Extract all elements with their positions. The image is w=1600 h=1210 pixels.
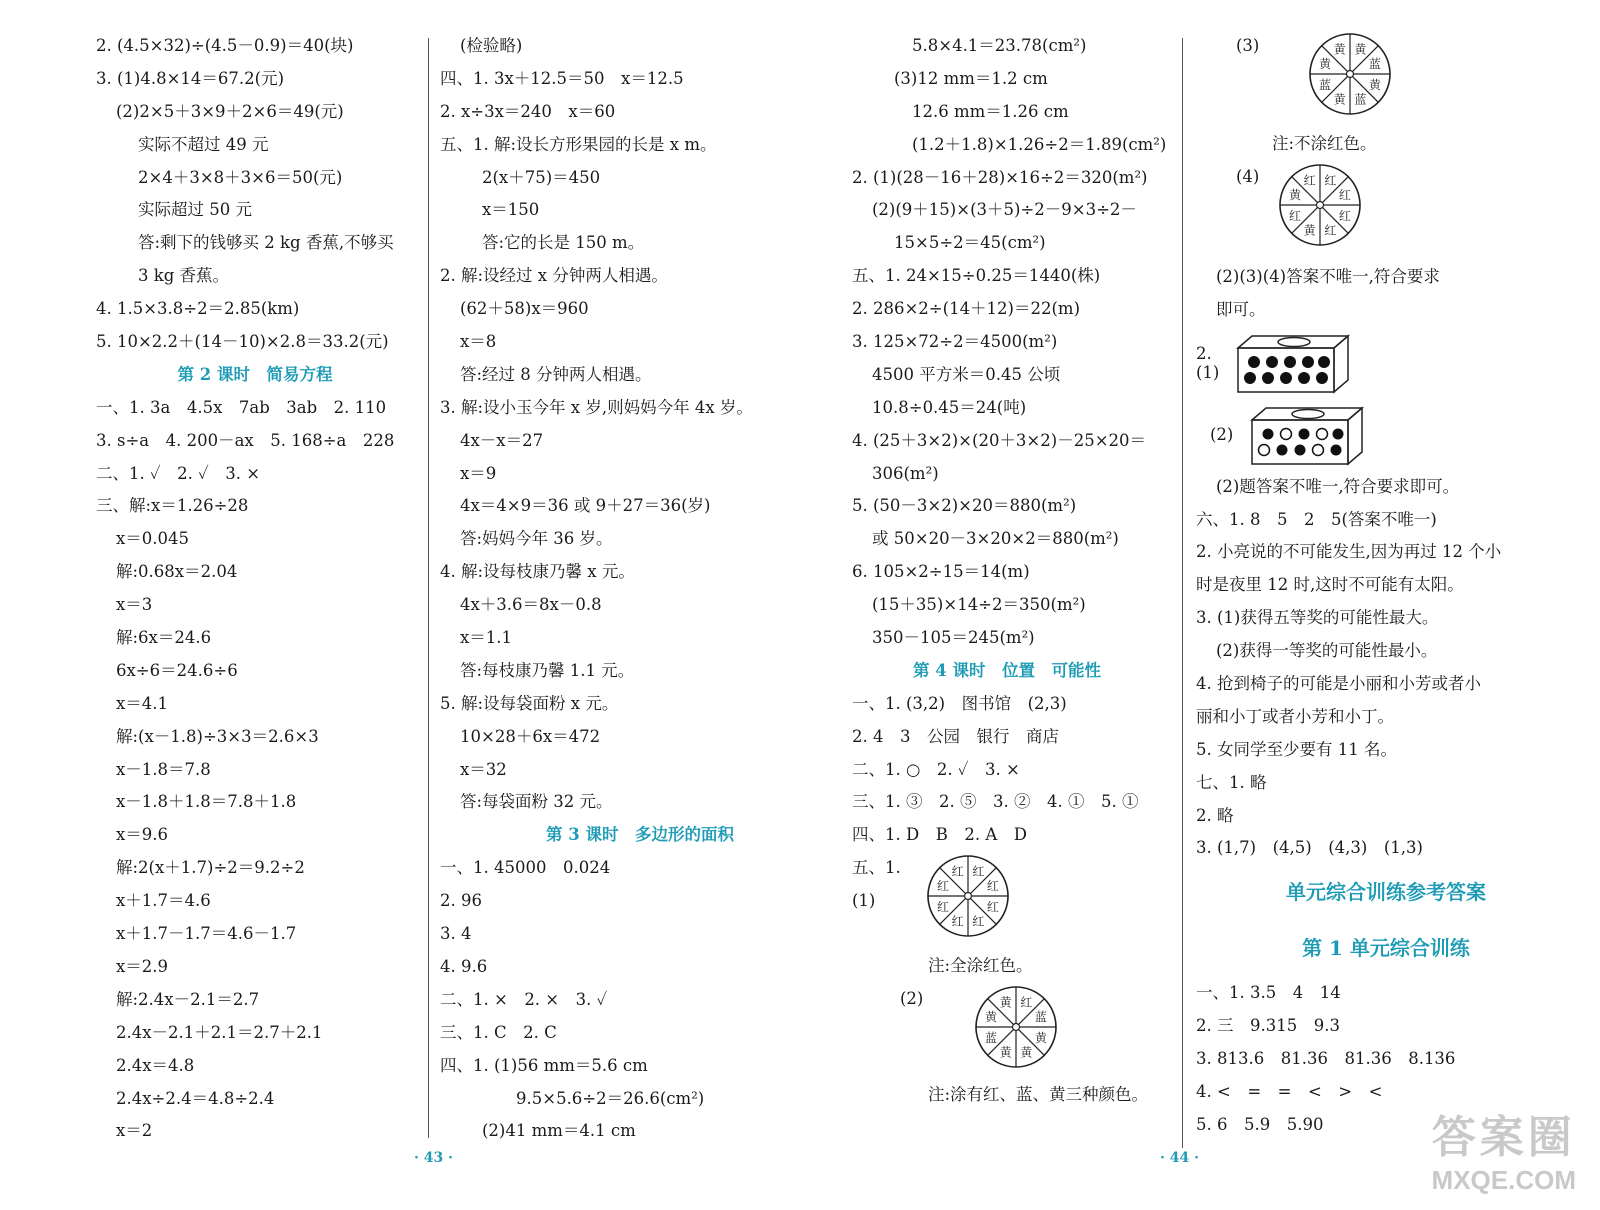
answer-line: 2(x＋75)＝450: [482, 167, 601, 187]
answer-line: 5. 6 5.9 5.90: [1196, 1114, 1324, 1134]
answer-line: (2): [1210, 425, 1234, 445]
answer-line: 10.8÷0.45＝24(吨): [872, 397, 1027, 417]
answer-line: (2)题答案不唯一,符合要求即可。: [1216, 476, 1460, 496]
wheel-figure-4: [1196, 161, 1576, 261]
answer-line: x＝150: [482, 200, 540, 220]
wheel-sector-label: 蓝: [985, 1030, 998, 1045]
note-line: 注:涂有红、蓝、黄三种颜色。: [928, 1085, 1149, 1105]
answer-line: 四、1. D B 2. A D: [852, 825, 1027, 845]
answer-line: 三、1. C 2. C: [440, 1022, 557, 1042]
spinner-wheel-4: [1276, 161, 1364, 249]
answer-line: (62＋58)x＝960: [460, 299, 589, 319]
column-3: [852, 30, 1167, 1112]
answer-line: 一、1. 3.5 4 14: [1196, 983, 1341, 1003]
wheel-sector-label: 红: [937, 879, 950, 894]
answer-line: (2)(3)(4)答案不唯一,符合要求: [1216, 266, 1440, 286]
answer-line: x＝9: [460, 463, 497, 483]
answer-line: 6. 105×2÷15＝14(m): [852, 562, 1030, 582]
wheel-sector-label: 红: [1324, 173, 1337, 188]
answer-line: 四、1. 3x＋12.5＝50 x＝12.5: [440, 68, 684, 88]
answer-line: x＝9.6: [116, 825, 169, 845]
wheel-sector-label: 红: [951, 914, 964, 929]
wheel-sector-label: 红: [986, 900, 999, 915]
wheel-sector-label: 红: [1338, 208, 1351, 223]
answer-line: 4500 平方米＝0.45 公顷: [872, 364, 1061, 384]
answer-line: x＝1.1: [460, 628, 513, 648]
wheel-sector-label: 蓝: [1368, 57, 1381, 72]
answer-line: 解:2(x＋1.7)÷2＝9.2÷2: [116, 858, 305, 878]
column-divider: [428, 38, 429, 1138]
wheel-figure-2: [852, 983, 1162, 1079]
wheel-figure-3: [1196, 30, 1576, 128]
section-heading: 单元综合训练参考答案: [1286, 880, 1486, 905]
answer-line: 解:0.68x＝2.04: [116, 562, 238, 582]
answer-line: 4. 抢到椅子的可能是小丽和小芳或者小: [1196, 674, 1481, 694]
answer-line: 6x÷6＝24.6÷6: [116, 660, 238, 680]
section-heading: 第 2 课时 简易方程: [177, 364, 333, 384]
wheel-sector-label: 黄: [985, 1010, 998, 1025]
spinner-wheel-3: [1306, 30, 1394, 118]
answer-line: 2. (1): [1196, 343, 1220, 382]
answer-line: x＋1.7－1.7＝4.6－1.7: [116, 924, 297, 944]
answer-line: 解:(x－1.8)÷3×3＝2.6×3: [116, 726, 319, 746]
answer-line: (2)获得一等奖的可能性最小。: [1216, 641, 1438, 661]
wheel-sector-label: 红: [986, 879, 999, 894]
section-heading: 第 4 课时 位置 可能性: [913, 660, 1101, 680]
answer-line: 二、1. ○ 2. ✓ 3. ×: [852, 759, 1020, 779]
answer-line: x＝3: [116, 595, 153, 615]
wheel-sector-label: 蓝: [1319, 77, 1332, 92]
answer-line: x＝0.045: [116, 529, 190, 549]
answer-line: 或 50×20－3×20×2＝880(m²): [872, 529, 1119, 549]
answer-line: 四、1. (1)56 mm＝5.6 cm: [440, 1055, 648, 1075]
answer-line: 六、1. 8 5 2 5(答案不唯一): [1196, 509, 1437, 529]
answer-line: 2.4x－2.1＋2.1＝2.7＋2.1: [116, 1022, 323, 1042]
answer-line: (2)(9＋15)×(3＋5)÷2－9×3÷2－: [872, 200, 1137, 220]
answer-line: 4x＝4×9＝36 或 9＋27＝36(岁): [460, 496, 711, 516]
wheel-sector-label: 蓝: [1034, 1010, 1047, 1025]
wheel-sector-label: 红: [1289, 208, 1302, 223]
answer-line: x－1.8＋1.8＝7.8＋1.8: [116, 792, 297, 812]
wheel-sector-label: 蓝: [1354, 92, 1367, 107]
answer-line: 答:每袋面粉 32 元。: [460, 792, 613, 812]
wheel-sector-label: 黄: [1034, 1030, 1047, 1045]
answer-line: 4. 解:设每枝康乃馨 x 元。: [440, 562, 635, 582]
box-figure-1: [1196, 327, 1576, 399]
column-4: [1196, 30, 1576, 1142]
note-line: 注:全涂红色。: [928, 956, 1033, 976]
answer-line: 答:剩下的钱够买 2 kg 香蕉,不够买: [138, 233, 394, 253]
watermark: [1432, 1101, 1576, 1196]
answer-line: 3. (1)获得五等奖的可能性最大。: [1196, 608, 1439, 628]
wheel-sector-label: 黄: [1303, 223, 1316, 238]
answer-line: (2)41 mm＝4.1 cm: [482, 1121, 636, 1141]
answer-line: 实际不超过 49 元: [138, 134, 269, 154]
answer-line: 2. (1)(28－16＋28)×16÷2＝320(m²): [852, 167, 1148, 187]
answer-line: 二、1. ✓ 2. ✓ 3. ×: [96, 463, 261, 483]
answer-line: 306(m²): [872, 463, 939, 483]
answer-line: 三、1. ③ 2. ⑤ 3. ② 4. ① 5. ①: [852, 792, 1139, 812]
answer-line: 七、1. 略: [1196, 772, 1267, 792]
wheel-sector-label: 红: [1020, 995, 1033, 1010]
answer-line: 五、1. 24×15÷0.25＝1440(株): [852, 266, 1101, 286]
box-figure-2: [1196, 399, 1576, 471]
answer-line: 2. 286×2÷(14＋12)＝22(m): [852, 299, 1081, 319]
wheel-sector-label: 黄: [1368, 77, 1381, 92]
answer-line: (15＋35)×14÷2＝350(m²): [872, 595, 1086, 615]
answer-line: 5. 解:设每袋面粉 x 元。: [440, 693, 619, 713]
answer-line: 2. 4 3 公园 银行 商店: [852, 726, 1059, 746]
answer-line: (3): [1236, 36, 1260, 55]
answer-line: 3. 813.6 81.36 81.36 8.136: [1196, 1049, 1456, 1069]
answer-line: 2.4x＝4.8: [116, 1055, 195, 1075]
answer-line: 4. 1.5×3.8÷2＝2.85(km): [96, 299, 300, 319]
answer-line: 五、1. (1): [852, 858, 901, 911]
wheel-sector-label: 黄: [1333, 92, 1346, 107]
wheel-sector-label: 红: [951, 864, 964, 879]
wheel-sector-label: 黄: [1333, 42, 1346, 57]
column-1: [96, 30, 414, 1148]
answer-line: 4. < = = < > <: [1196, 1082, 1383, 1102]
ball-box-1: [1234, 332, 1354, 394]
wheel-sector-label: 黄: [1289, 188, 1302, 203]
answer-line: (2)2×5＋3×9＋2×6＝49(元): [116, 101, 344, 121]
answer-line: 4. 9.6: [440, 956, 488, 976]
wheel-sector-label: 黄: [999, 995, 1012, 1010]
answer-line: x＝2.9: [116, 956, 169, 976]
answer-line: 答:每枝康乃馨 1.1 元。: [460, 660, 635, 680]
page-number-right: · 44 ·: [1160, 1150, 1199, 1166]
answer-line: 时是夜里 12 时,这时不可能有太阳。: [1196, 575, 1464, 595]
wheel-sector-label: 黄: [1020, 1045, 1033, 1060]
answer-line: 2.4x÷2.4＝4.8÷2.4: [116, 1088, 275, 1108]
wheel-figure-1: [852, 852, 1162, 950]
answer-line: 5.8×4.1＝23.78(cm²): [912, 36, 1087, 55]
wheel-sector-label: 红: [1303, 173, 1316, 188]
answer-line: 10×28＋6x＝472: [460, 726, 601, 746]
answer-line: 350－105＝245(m²): [872, 628, 1035, 648]
answer-line: 五、1. 解:设长方形果园的长是 x m。: [440, 134, 717, 154]
answer-line: 答:它的长是 150 m。: [482, 233, 645, 253]
answer-line: 12.6 mm＝1.26 cm: [912, 101, 1069, 121]
watermark-url: MXQE.COM: [1431, 1165, 1576, 1195]
answer-line: 答:妈妈今年 36 岁。: [460, 529, 613, 549]
wheel-sector-label: 黄: [999, 1045, 1012, 1060]
answer-line: 3. 解:设小玉今年 x 岁,则妈妈今年 4x 岁。: [440, 397, 753, 417]
answer-line: (3)12 mm＝1.2 cm: [894, 68, 1048, 88]
answer-line: 9.5×5.6÷2＝26.6(cm²): [516, 1088, 705, 1108]
wheel-sector-label: 黄: [1319, 57, 1332, 72]
answer-line: 一、1. (3,2) 图书馆 (2,3): [852, 693, 1067, 713]
answer-line: 2. (4.5×32)÷(4.5－0.9)＝40(块): [96, 36, 354, 55]
answer-line: (1.2＋1.8)×1.26÷2＝1.89(cm²): [912, 134, 1167, 154]
answer-line: 一、1. 45000 0.024: [440, 858, 611, 878]
answer-line: 3. 4: [440, 924, 472, 944]
answer-line: x＝4.1: [116, 693, 169, 713]
wheel-sector-label: 红: [937, 900, 950, 915]
answer-line: x＝2: [116, 1121, 153, 1141]
answer-line: 15×5÷2＝45(cm²): [894, 233, 1046, 253]
answer-line: 一、1. 3a 4.5x 7ab 3ab 2. 110: [96, 397, 387, 417]
answer-line: 解:2.4x－2.1＝2.7: [116, 989, 260, 1009]
wheel-sector-label: 红: [972, 914, 985, 929]
ball-box-2: [1248, 404, 1368, 466]
answer-line: 答:经过 8 分钟两人相遇。: [460, 364, 652, 384]
answer-line: 3. (1,7) (4,5) (4,3) (1,3): [1196, 838, 1423, 858]
answer-line: 3. (1)4.8×14＝67.2(元): [96, 68, 285, 88]
answer-line: 解:6x＝24.6: [116, 628, 212, 648]
answer-line: 3 kg 香蕉。: [138, 266, 230, 286]
note-line: 注:不涂红色。: [1272, 134, 1377, 153]
answer-line: 三、解:x＝1.26÷28: [96, 496, 249, 516]
section-heading: 第 1 单元综合训练: [1302, 936, 1470, 961]
watermark-title: 答案圈: [1431, 1112, 1576, 1163]
answer-line: 5. 10×2.2＋(14－10)×2.8＝33.2(元): [96, 332, 389, 352]
answer-line: 2. 96: [440, 891, 482, 911]
answer-line: 实际超过 50 元: [138, 200, 252, 220]
answer-line: 二、1. × 2. × 3. ✓: [440, 989, 608, 1009]
answer-line: 2. 三 9.315 9.3: [1196, 1016, 1340, 1036]
answer-line: 3. s÷a 4. 200－ax 5. 168÷a 228: [96, 430, 395, 450]
answer-line: (检验略): [460, 36, 523, 55]
wheel-sector-label: 黄: [1354, 42, 1367, 57]
answer-line: (2): [900, 989, 924, 1009]
answer-line: (4): [1236, 166, 1260, 186]
answer-line: 2. 小亮说的不可能发生,因为再过 12 个小: [1196, 542, 1502, 562]
answer-line: 2. 略: [1196, 805, 1234, 825]
answer-line: 5. 女同学至少要有 11 名。: [1196, 739, 1397, 759]
wheel-sector-label: 红: [1338, 188, 1351, 203]
page-number-left: · 43 ·: [414, 1150, 453, 1166]
answer-line: 3. 125×72÷2＝4500(m²): [852, 332, 1058, 352]
column-2: [440, 30, 840, 1148]
answer-line: 丽和小丁或者小芳和小丁。: [1196, 706, 1394, 726]
spinner-wheel-1: [924, 852, 1012, 940]
answer-line: 2×4＋3×8＋3×6＝50(元): [138, 167, 343, 187]
column-divider: [1182, 38, 1183, 1148]
answer-line: 4. (25＋3×2)×(20＋3×2)－25×20＝: [852, 430, 1147, 450]
spinner-wheel-2: [972, 983, 1060, 1071]
wheel-sector-label: 红: [1324, 223, 1337, 238]
answer-line: x－1.8＝7.8: [116, 759, 211, 779]
answer-line: 4x－x＝27: [460, 430, 544, 450]
answer-line: 4x＋3.6＝8x－0.8: [460, 595, 602, 615]
answer-line: x＋1.7＝4.6: [116, 891, 211, 911]
wheel-sector-label: 红: [972, 864, 985, 879]
answer-line: x＝32: [460, 759, 507, 779]
section-heading: 第 3 课时 多边形的面积: [546, 825, 734, 845]
answer-line: x＝8: [460, 332, 497, 352]
answer-line: 5. (50－3×2)×20＝880(m²): [852, 496, 1077, 516]
answer-line: 即可。: [1216, 299, 1266, 319]
answer-line: 2. 解:设经过 x 分钟两人相遇。: [440, 266, 668, 286]
answer-line: 2. x÷3x＝240 x＝60: [440, 101, 616, 121]
